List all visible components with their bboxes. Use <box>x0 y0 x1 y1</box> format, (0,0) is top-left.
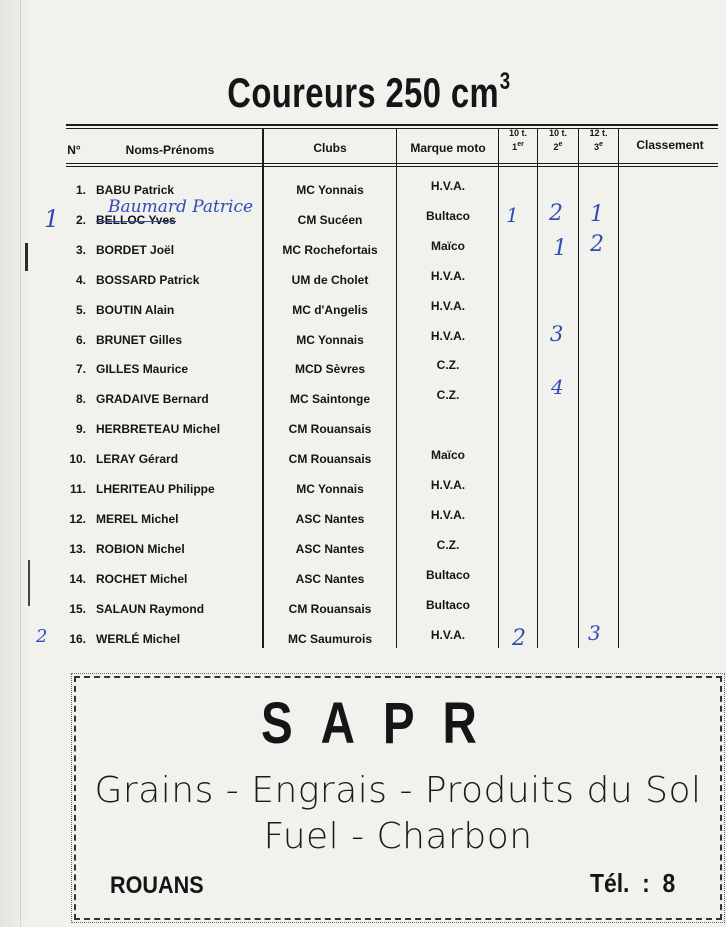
column-divider <box>578 128 579 648</box>
rider-name <box>96 183 174 197</box>
rider-club: UM de Cholet <box>291 273 369 287</box>
handwritten-score: 1 <box>506 203 519 227</box>
col-header-clubs: Clubs <box>313 141 347 155</box>
rider-club: ASC Nantes <box>295 572 365 586</box>
ad-telephone: Tél. : 8 <box>590 868 676 898</box>
rider-first-name: Gérard <box>138 452 179 466</box>
col-header-names: Noms-Prénoms <box>125 143 215 157</box>
rider-name <box>96 512 178 526</box>
handwritten-score: 1 <box>590 202 604 227</box>
ad-products-line: Grains - Engrais - Produits du Sol <box>94 770 702 811</box>
rider-last-name: BABU <box>96 183 131 197</box>
handwritten-score: 3 <box>550 322 564 346</box>
rider-name <box>96 392 209 406</box>
handwritten-score: 4 <box>551 375 564 399</box>
rider-first-name: Michel <box>150 572 188 586</box>
rider-last-name: ROBION <box>96 542 144 556</box>
rider-moto: Maïco <box>430 448 465 462</box>
column-divider <box>262 128 264 648</box>
rider-club: MCD Sèvres <box>294 362 366 376</box>
table-top-rule-thin <box>66 128 718 129</box>
rider-name <box>96 572 187 586</box>
binding-staple-mark <box>28 560 30 606</box>
rider-moto: C.Z. <box>436 538 460 552</box>
rider-club: ASC Nantes <box>295 512 365 526</box>
rider-first-name: Michel <box>141 512 179 526</box>
column-divider <box>396 128 397 648</box>
rider-moto: H.V.A. <box>430 329 466 343</box>
rider-club: CM Sucéen <box>297 213 363 227</box>
column-divider <box>618 128 619 648</box>
rider-club: CM Rouansais <box>288 422 372 436</box>
handwritten-margin-mark: 1 <box>44 205 60 233</box>
rider-last-name: BOSSARD <box>96 273 157 287</box>
rider-club: MC Yonnais <box>296 482 364 496</box>
rider-club: MC d'Angelis <box>292 303 368 317</box>
rider-last-name: BORDET <box>96 243 147 257</box>
column-divider <box>498 128 499 648</box>
rider-moto: H.V.A. <box>430 508 466 522</box>
page-title: Coureurs 250 $cm^3$ <box>227 68 511 116</box>
rider-first-name: Patrick <box>159 273 200 287</box>
rider-moto: H.V.A. <box>430 179 466 193</box>
rider-club: MC Saumurois <box>287 632 372 646</box>
page-binding <box>0 0 30 927</box>
rider-name <box>96 333 182 347</box>
rider-last-name: WERLÉ <box>96 632 140 646</box>
rider-first-name: Alain <box>144 303 175 317</box>
rider-name <box>96 482 215 496</box>
rider-first-name: Maurice <box>142 362 189 376</box>
col-header-number: N° <box>67 143 81 157</box>
handwritten-score: 2 <box>590 232 604 257</box>
rider-moto: Bultaco <box>425 568 470 582</box>
ad-fuel-line: Fuel - Charbon <box>263 816 533 857</box>
rider-first-name: Raymond <box>149 602 205 616</box>
rider-moto: C.Z. <box>436 358 460 372</box>
rider-name <box>96 362 188 376</box>
rider-last-name: GILLES <box>96 362 140 376</box>
handwritten-score: 2 <box>512 626 526 651</box>
rider-moto: H.V.A. <box>430 478 466 492</box>
handwritten-score: 3 <box>588 621 601 645</box>
rider-number: 10. <box>69 452 86 466</box>
rider-name <box>96 632 180 646</box>
col-header-ranking: Classement <box>636 138 704 152</box>
rider-first-name: Michel <box>142 632 181 646</box>
rider-moto: Bultaco <box>425 598 470 612</box>
rider-moto: C.Z. <box>436 388 460 402</box>
strikeout-line <box>96 221 176 222</box>
table-top-rule <box>66 124 718 126</box>
col-header-heat1: 10 t. 1er <box>508 128 527 152</box>
table-header-rule-thin <box>66 166 718 167</box>
binding-staple-mark <box>25 243 28 271</box>
rider-number: 16. <box>69 632 86 646</box>
page-fold <box>20 0 21 927</box>
handwritten-correction: Baumard Patrice <box>108 197 254 217</box>
rider-name <box>96 542 185 556</box>
rider-first-name: Bernard <box>162 392 209 406</box>
rider-club: CM Rouansais <box>288 602 372 616</box>
rider-club: MC Yonnais <box>296 333 364 347</box>
rider-last-name: GRADAIVE <box>96 392 160 406</box>
rider-number: 3. <box>75 243 86 257</box>
rider-moto: H.V.A. <box>430 299 466 313</box>
rider-name <box>96 273 199 287</box>
handwritten-score: 1 <box>553 236 567 261</box>
rider-last-name: MEREL <box>96 512 138 526</box>
rider-number: 12. <box>69 512 86 526</box>
rider-last-name: HERBRETEAU <box>96 422 180 436</box>
rider-number: 1. <box>75 183 86 197</box>
rider-name <box>96 303 174 317</box>
rider-club: MC Rochefortais <box>282 243 378 257</box>
ad-city: ROUANS <box>110 872 204 899</box>
rider-first-name: Gilles <box>149 333 183 347</box>
rider-name <box>96 602 204 616</box>
rider-club: MC Yonnais <box>296 183 364 197</box>
rider-first-name: Michel <box>182 422 221 436</box>
ad-company-name: SAPR <box>261 691 505 756</box>
table-header-rule <box>66 163 718 164</box>
rider-moto: H.V.A. <box>430 628 466 642</box>
rider-number: 5. <box>75 303 86 317</box>
col-header-moto: Marque moto <box>410 141 486 155</box>
rider-number: 13. <box>69 542 86 556</box>
rider-last-name: BELLOC <box>96 213 146 227</box>
rider-number: 15. <box>69 602 86 616</box>
col-header-heat3: 12 t. 3e <box>589 128 608 152</box>
rider-number: 2. <box>75 213 86 227</box>
rider-club: MC Saintonge <box>290 392 370 406</box>
handwritten-score: 2 <box>549 201 563 226</box>
rider-name <box>96 422 220 436</box>
rider-club: CM Rouansais <box>288 452 372 466</box>
rider-name <box>96 243 174 257</box>
rider-last-name: ROCHET <box>96 572 147 586</box>
rider-last-name: LERAY <box>96 452 136 466</box>
rider-number: 8. <box>75 392 86 406</box>
rider-first-name: Joël <box>150 243 175 257</box>
rider-last-name: BRUNET <box>96 333 146 347</box>
handwritten-margin-mark: 2 <box>36 626 48 647</box>
col-header-heat2: 10 t. 2e <box>548 128 567 152</box>
rider-number: 14. <box>69 572 86 586</box>
rider-name <box>96 452 178 466</box>
rider-moto: Bultaco <box>425 209 470 223</box>
rider-first-name: Philippe <box>168 482 215 496</box>
rider-first-name: Michel <box>147 542 185 556</box>
rider-number: 11. <box>69 482 86 496</box>
rider-first-name: Patrick <box>134 183 175 197</box>
rider-number: 4. <box>75 273 86 287</box>
rider-number: 6. <box>75 333 86 347</box>
rider-last-name: BOUTIN <box>96 303 142 317</box>
rider-moto: H.V.A. <box>430 269 466 283</box>
rider-number: 9. <box>75 422 86 436</box>
rider-moto: Maïco <box>430 239 465 253</box>
column-divider <box>537 128 538 648</box>
rider-last-name: SALAUN <box>96 602 146 616</box>
rider-number: 7. <box>75 362 86 376</box>
rider-first-name: Yves <box>148 213 176 227</box>
rider-last-name: LHERITEAU <box>96 482 165 496</box>
rider-club: ASC Nantes <box>295 542 365 556</box>
